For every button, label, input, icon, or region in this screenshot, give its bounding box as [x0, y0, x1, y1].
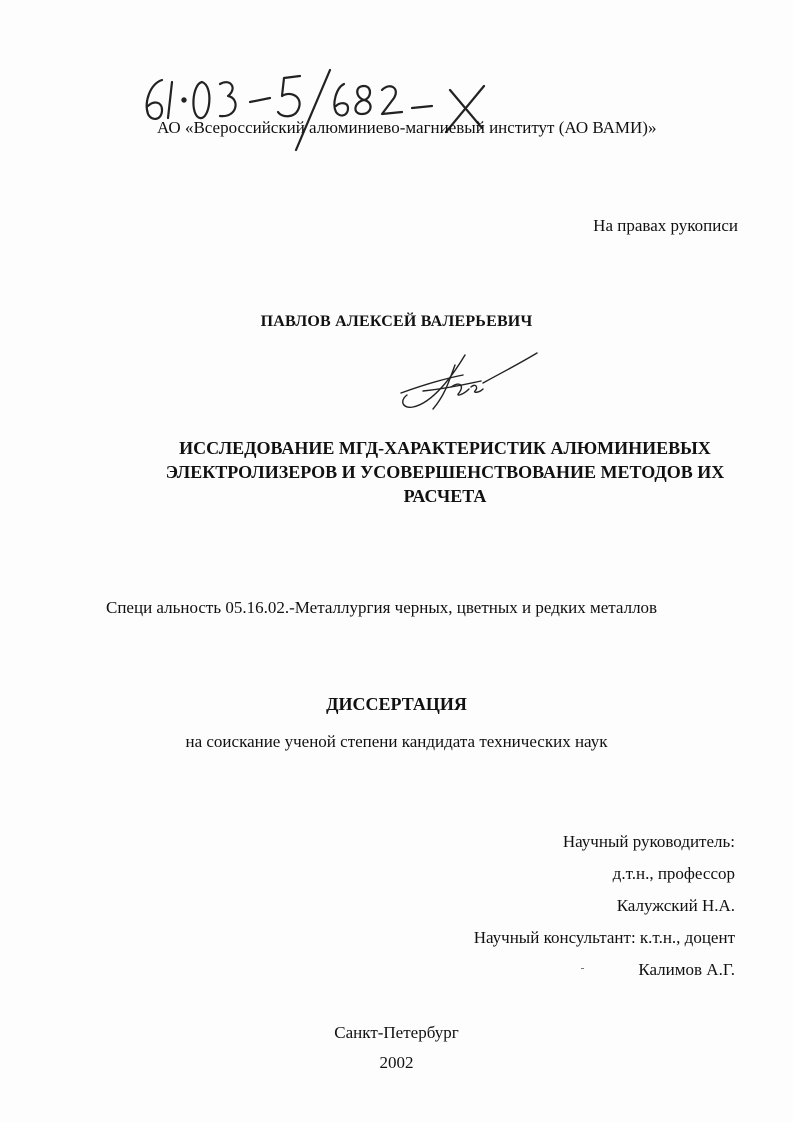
city: Санкт-Петербург: [334, 1023, 459, 1042]
title-line-1: ИССЛЕДОВАНИЕ МГД-ХАРАКТЕРИСТИК АЛЮМИНИЕВЫХ: [179, 438, 711, 458]
handwritten-archive-code: [132, 62, 502, 152]
supervisor-name: Калужский Н.А.: [616, 896, 735, 915]
scan-speck: [581, 968, 584, 969]
year: 2002: [379, 1053, 414, 1072]
title-line-3: РАСЧЕТА: [403, 486, 487, 506]
dissertation-title: [150, 436, 740, 508]
institute-name: АО «Всероссийский алюминиево-магниевый институт (АО ВАМИ)»: [157, 118, 657, 137]
author-name: ПАВЛОВ АЛЕКСЕЙ ВАЛЕРЬЕВИЧ: [260, 313, 533, 330]
manuscript-rights-note: На правах рукописи: [593, 216, 738, 235]
advisors-block: [474, 826, 735, 986]
document-type: ДИССЕРТАЦИЯ: [326, 694, 467, 714]
consultant-name: Калимов А.Г.: [638, 960, 735, 979]
supervisor-title: д.т.н., профессор: [612, 864, 735, 883]
degree-line: на соискание ученой степени кандидата технических наук: [185, 732, 608, 751]
specialty-line: Специ альность 05.16.02.-Металлургия черных, цветных и редких металлов: [106, 598, 658, 617]
author-signature: [393, 345, 543, 415]
title-line-2: ЭЛЕКТРОЛИЗЕРОВ И УСОВЕРШЕНСТВОВАНИЕ МЕТОДОВ ИХ: [165, 462, 725, 482]
consultant-label: Научный консультант: к.т.н., доцент: [473, 928, 735, 947]
supervisor-label: Научный руководитель:: [562, 832, 735, 851]
